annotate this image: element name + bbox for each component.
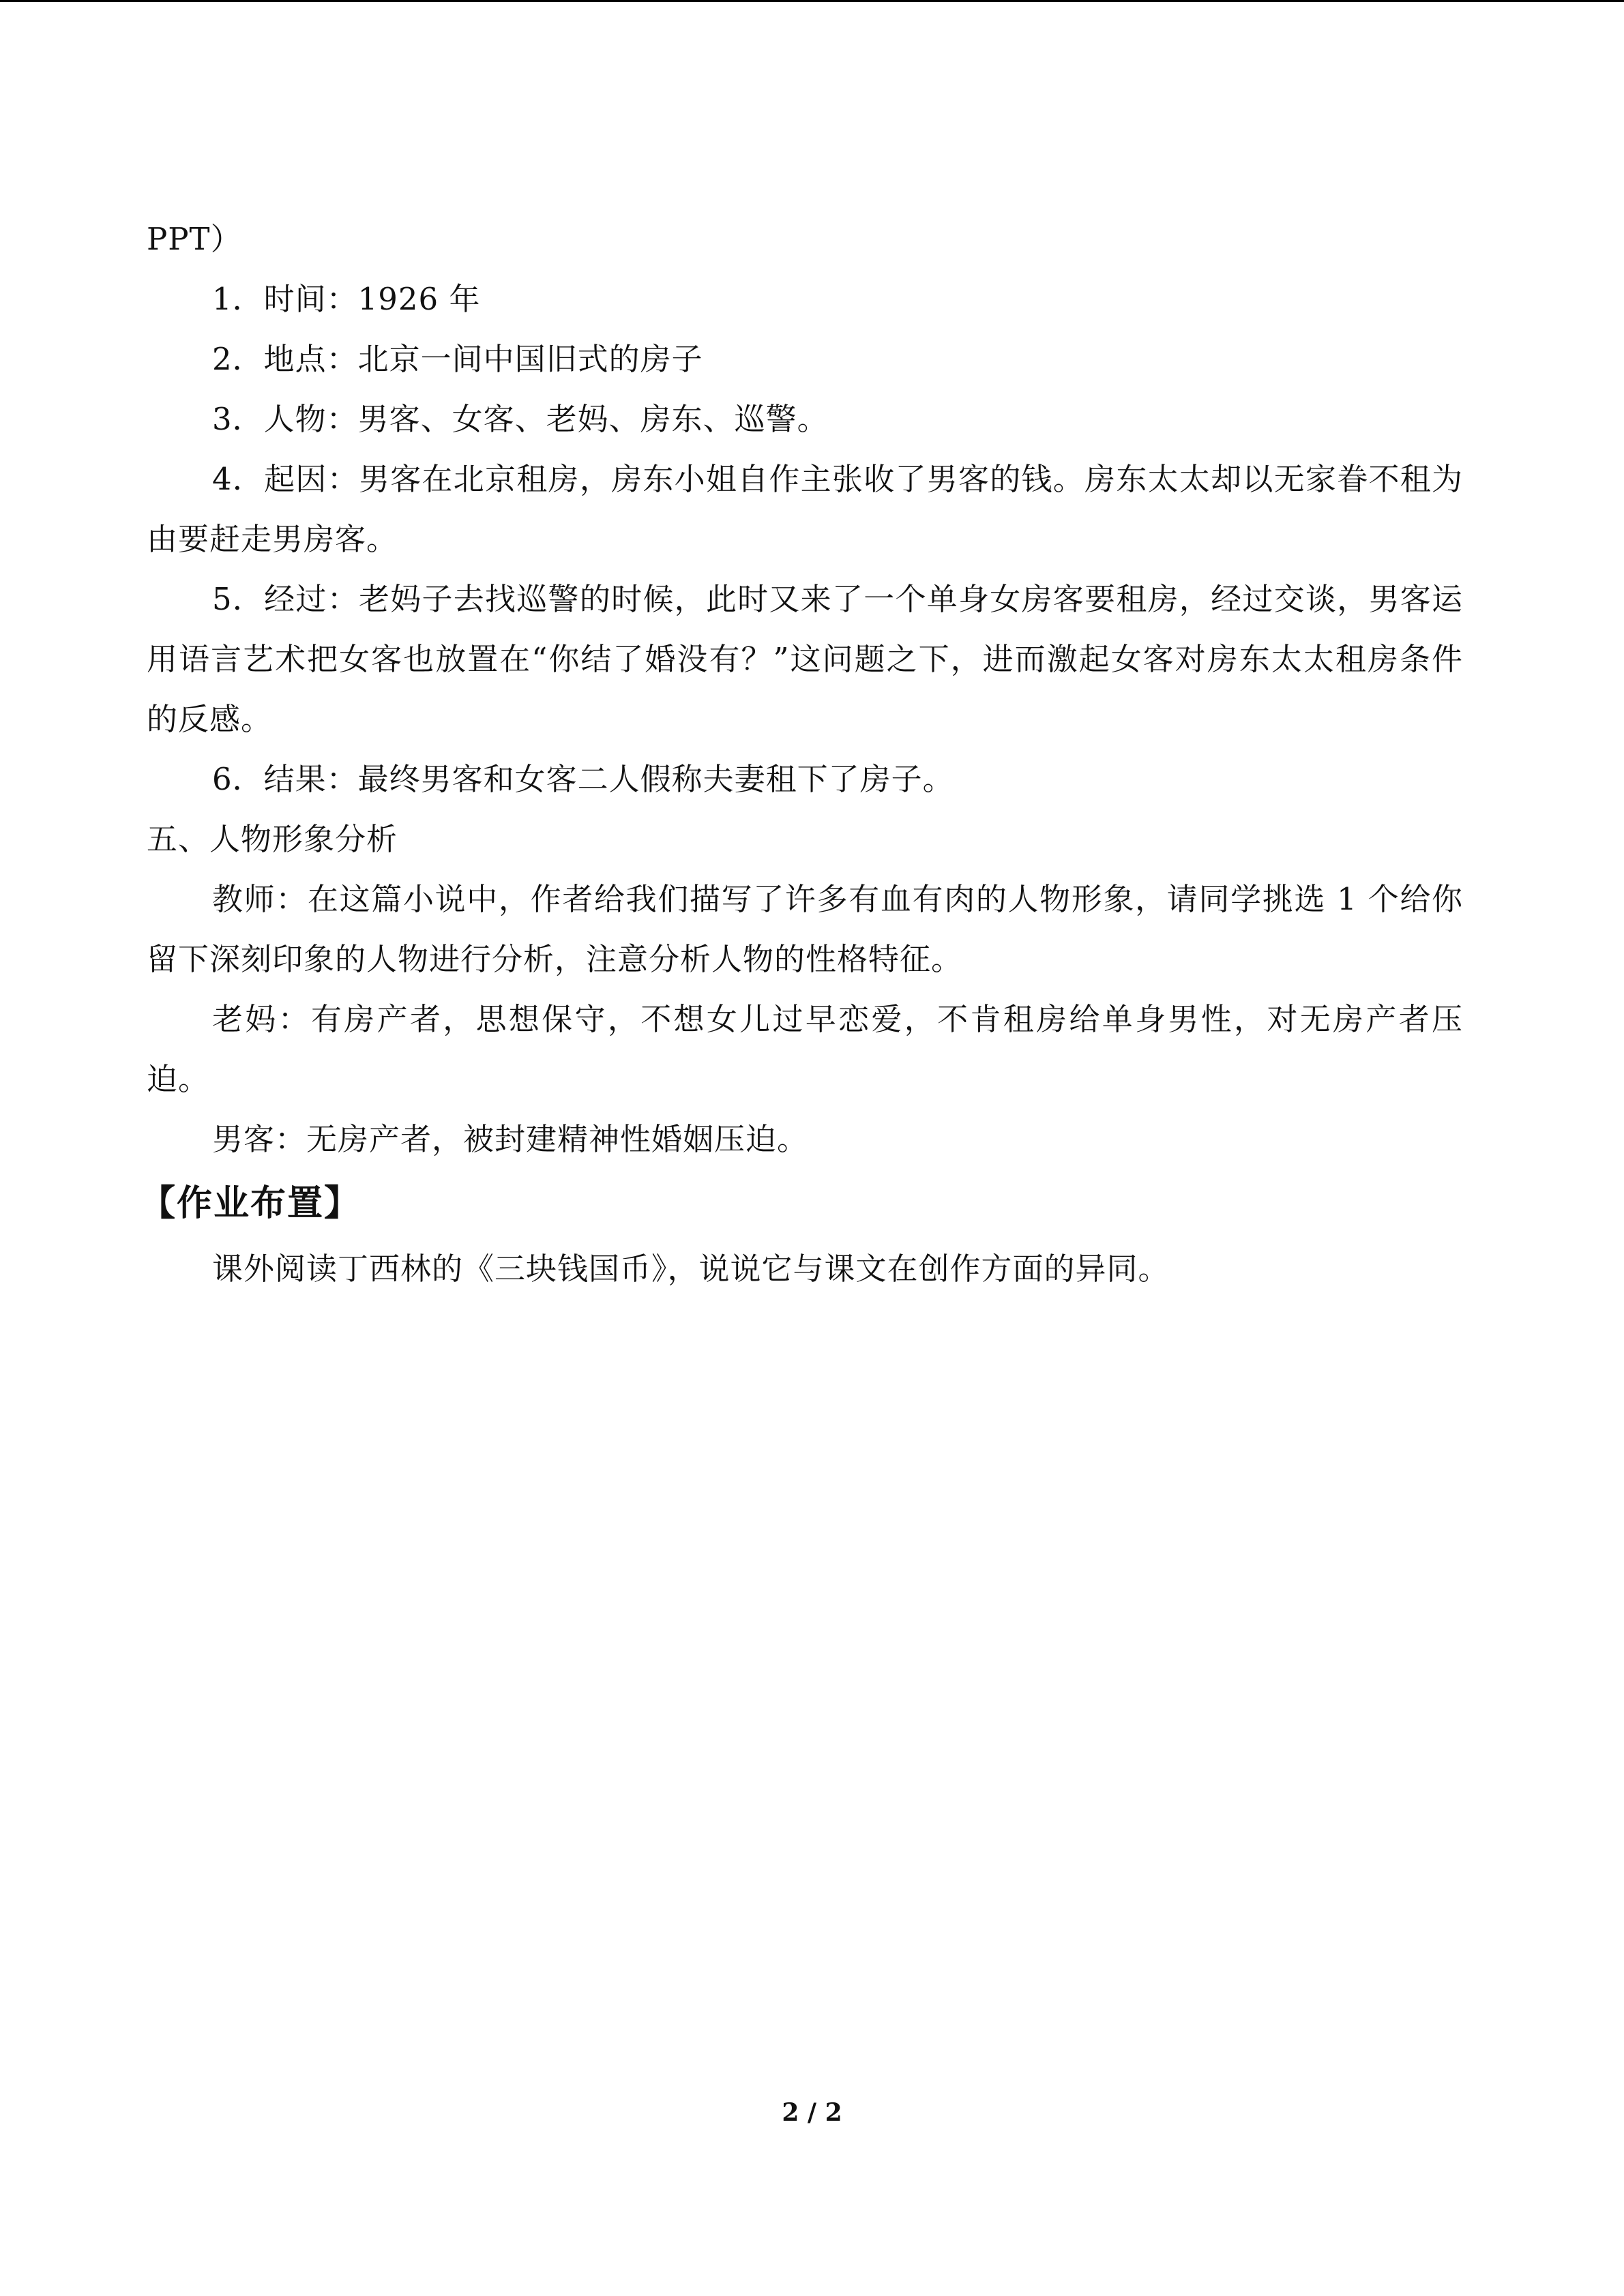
item-place: 2．地点：北京一间中国旧式的房子 <box>212 341 703 377</box>
continuation-line: PPT） <box>147 221 242 257</box>
laoma-paragraph: 老妈：有房产者，思想保守，不想女儿过早恋爱，不肯租房给单身男性，对无房产者压迫。 <box>147 1001 1463 1097</box>
homework-heading: 【作业布置】 <box>140 1183 361 1224</box>
document-body <box>140 209 1463 1299</box>
section-heading-character-analysis: 五、人物形象分析 <box>147 821 398 857</box>
teacher-paragraph: 教师：在这篇小说中，作者给我们描写了许多有血有肉的人物形象，请同学挑选 1 个给你留下深刻印象的人物进行分析，注意分析人物的性格特征。 <box>147 881 1463 977</box>
item-process: 5．经过：老妈子去找巡警的时候，此时又来了一个单身女房客要租房，经过交谈，男客运用语言艺术把女客也放置在“你结了婚没有？”这问题之下，进而激起女客对房东太太租房条件的反感。 <box>147 581 1463 737</box>
homework-text: 课外阅读丁西林的《三块钱国币》，说说它与课文在创作方面的异同。 <box>212 1251 1170 1287</box>
item-result: 6．结果：最终男客和女客二人假称夫妻租下了房子。 <box>212 761 954 797</box>
item-cause: 4．起因：男客在北京租房，房东小姐自作主张收了男客的钱。房东太太却以无家眷不租为由要赶走男房客。 <box>147 461 1463 557</box>
item-characters: 3．人物：男客、女客、老妈、房东、巡警。 <box>212 401 829 437</box>
item-time: 1．时间：1926 年 <box>212 281 481 317</box>
page-number: 2 / 2 <box>782 2098 842 2127</box>
nanke-paragraph: 男客：无房产者，被封建精神性婚姻压迫。 <box>212 1121 809 1157</box>
